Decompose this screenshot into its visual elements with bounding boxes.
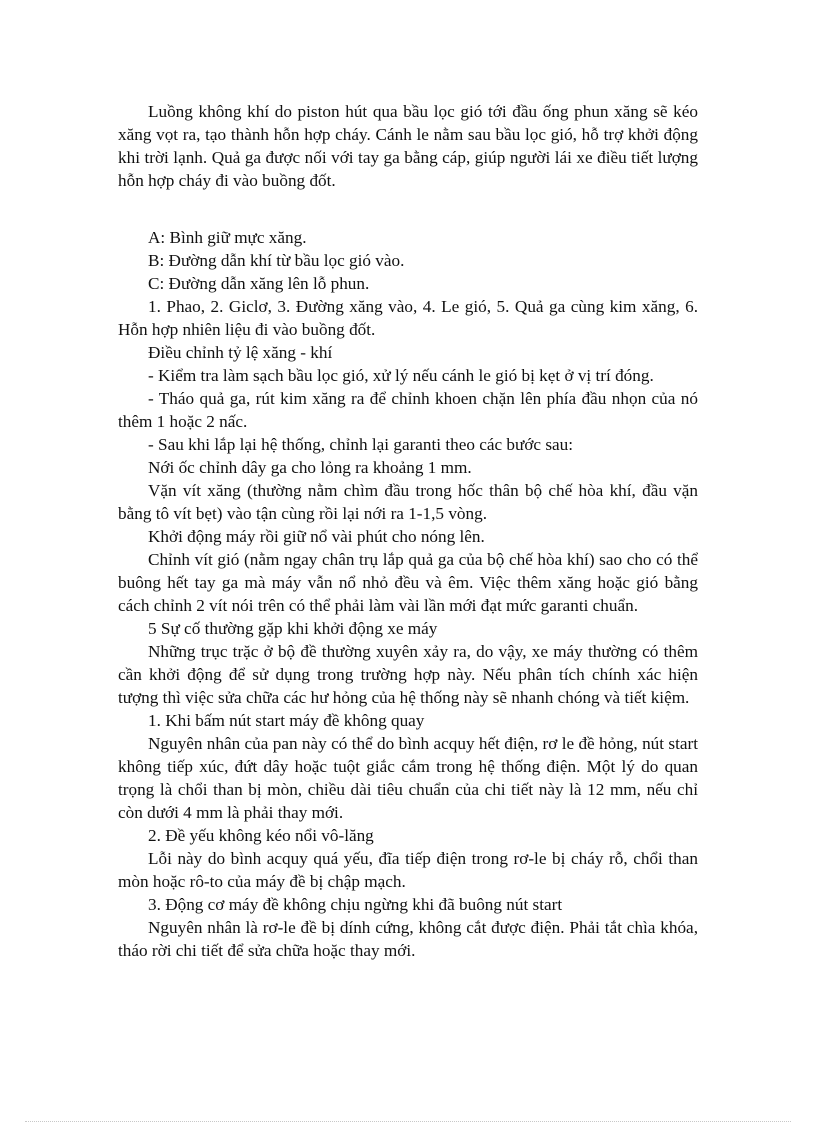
label-c: C: Đường dẫn xăng lên lỗ phun. bbox=[148, 274, 370, 293]
paragraph-spacer bbox=[118, 192, 698, 226]
intro-paragraph: Luồng không khí do piston hút qua bầu lọc gió tới đầu ống phun xăng sẽ kéo xăng vọt ra, tạo thành hỗn hợp cháy. Cánh le nằm sau bầu lọc gió, hỗ trợ khởi động khi trời lạnh. Quả ga được nối với tay ga bằng cáp, giúp người lái xe điều tiết lượng hỗn hợp cháy đi vào buồng đốt. bbox=[118, 102, 698, 190]
section5-intro: Những trục trặc ở bộ đề thường xuyên xảy ra, do vậy, xe máy thường có thêm cần khởi động để sử dụng trong trường hợp này. Nếu phân tích chính xác hiện tượng thì việc sửa chữa các hư hỏng của hệ thống này sẽ nhanh chóng và tiết kiệm. bbox=[118, 642, 698, 707]
step-loosen: Nới ốc chỉnh dây ga cho lỏng ra khoảng 1 mm. bbox=[148, 458, 472, 477]
label-a: A: Bình giữ mực xăng. bbox=[148, 228, 307, 247]
step-start: Khởi động máy rồi giữ nổ vài phút cho nóng lên. bbox=[148, 527, 485, 546]
issue1-body: Nguyên nhân của pan này có thể do bình acquy hết điện, rơ le đề hỏng, nút start không tiếp xúc, đứt dây hoặc tuột giắc cắm trong hệ thống điện. Một lý do quan trọng là chổi than bị mòn, chiều dài tiêu chuẩn của chi tiết này là 12 mm, nếu chỉ còn dưới 4 mm là phải thay mới. bbox=[118, 734, 698, 822]
issue2-body: Lỗi này do bình acquy quá yếu, đĩa tiếp điện trong rơ-le bị cháy rỗ, chổi than mòn hoặc rô-to của máy đề bị chập mạch. bbox=[118, 849, 698, 891]
issue3-body: Nguyên nhân là rơ-le đề bị dính cứng, không cắt được điện. Phải tắt chìa khóa, tháo rời chi tiết để sửa chữa hoặc thay mới. bbox=[118, 918, 698, 960]
label-b: B: Đường dẫn khí từ bầu lọc gió vào. bbox=[148, 251, 405, 270]
step-remove: - Tháo quả ga, rút kim xăng ra để chỉnh khoen chặn lên phía đầu nhọn của nó thêm 1 hoặc 2 nấc. bbox=[118, 389, 698, 431]
issue2-title: 2. Đề yếu không kéo nổi vô-lăng bbox=[148, 826, 374, 845]
document-body bbox=[118, 100, 698, 962]
issue1-title: 1. Khi bấm nút start máy đề không quay bbox=[148, 711, 425, 730]
parts-list: 1. Phao, 2. Giclơ, 3. Đường xăng vào, 4. Le gió, 5. Quả ga cùng kim xăng, 6. Hỗn hợp nhiên liệu đi vào buồng đốt. bbox=[118, 297, 698, 339]
page-bottom-divider bbox=[25, 1121, 791, 1122]
step-check: - Kiểm tra làm sạch bầu lọc gió, xử lý nếu cánh le gió bị kẹt ở vị trí đóng. bbox=[148, 366, 654, 385]
step-reinstall: - Sau khi lắp lại hệ thống, chỉnh lại garanti theo các bước sau: bbox=[148, 435, 574, 454]
step-air: Chỉnh vít gió (nằm ngay chân trụ lắp quả ga của bộ chế hòa khí) sao cho có thể buông hết tay ga mà máy vẫn nổ nhỏ đều và êm. Việc thêm xăng hoặc gió bằng cách chỉnh 2 vít nói trên có thể phải làm vài lần mới đạt mức garanti chuẩn. bbox=[118, 550, 698, 615]
heading-adjust: Điều chỉnh tỷ lệ xăng - khí bbox=[148, 343, 333, 362]
issue3-title: 3. Động cơ máy đề không chịu ngừng khi đã buông nút start bbox=[148, 895, 563, 914]
step-screw: Vặn vít xăng (thường nằm chìm đầu trong hốc thân bộ chế hòa khí, đầu vặn bằng tô vít bẹt) vào tận cùng rồi lại nới ra 1-1,5 vòng. bbox=[118, 481, 698, 523]
heading-section5: 5 Sự cố thường gặp khi khởi động xe máy bbox=[148, 619, 438, 638]
